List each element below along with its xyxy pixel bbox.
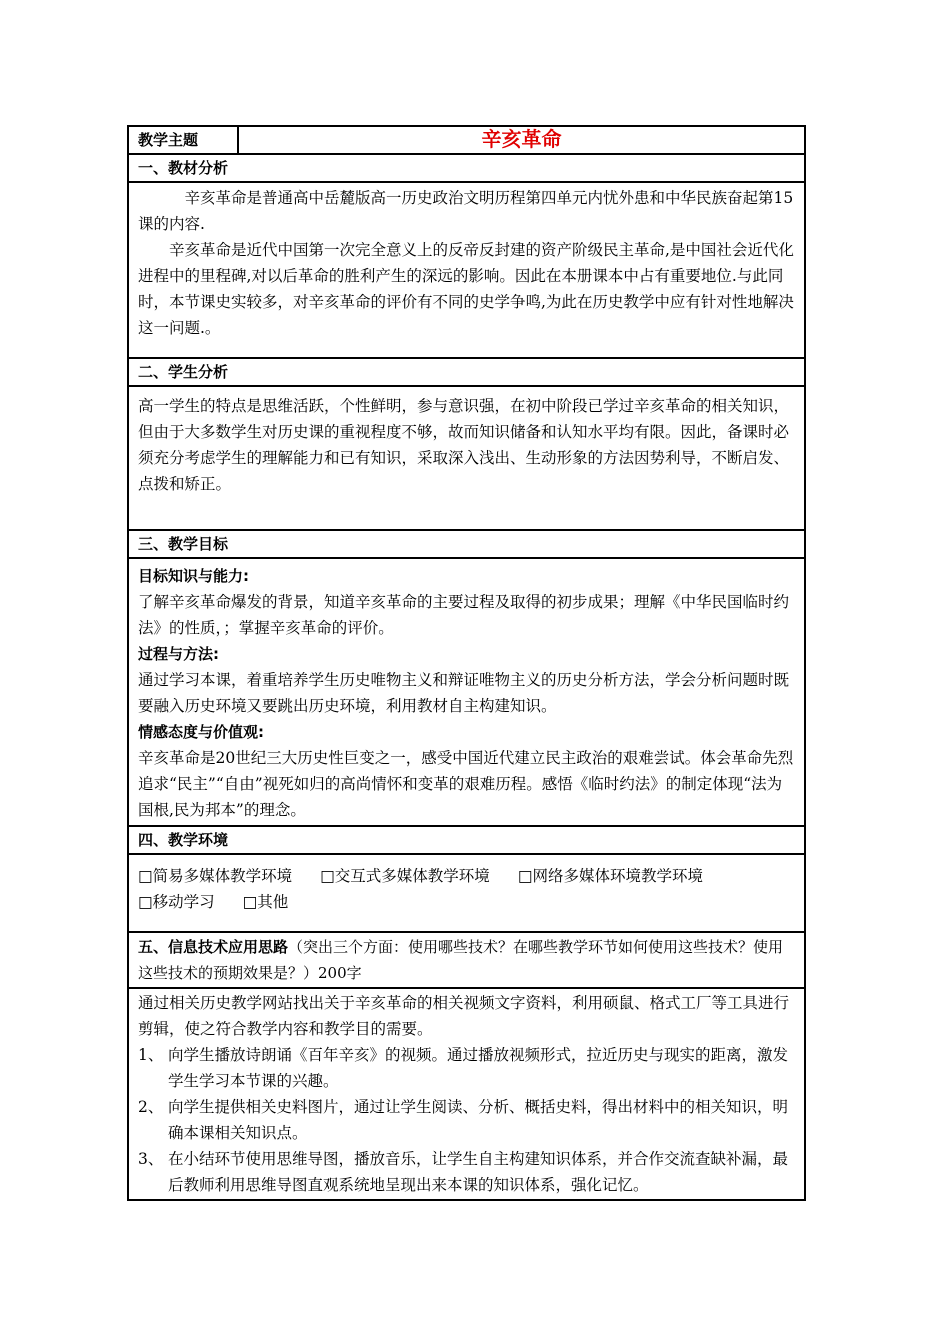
section-body-tech	[128, 988, 805, 1200]
tech-intro: 通过相关历史教学网站找出关于辛亥革命的相关视频文字资料，利用硕鼠、格式工厂等工具进行剪辑，使之符合教学内容和教学目的需要。	[138, 994, 790, 1038]
material-paragraph-1: 辛亥革命是普通高中岳麓版高一历史政治文明历程第四单元内忧外患和中华民族奋起第15课的内容.	[138, 189, 794, 233]
tech-list-item	[138, 1042, 795, 1094]
objective-method-text: 通过学习本课，着重培养学生历史唯物主义和辩证唯物主义的历史分析方法，学会分析问题时既要融入历史环境又要跳出历史环境，利用教材自主构建知识。	[138, 671, 790, 715]
section-heading-objectives: 三、教学目标	[128, 530, 805, 558]
material-paragraph-2: 辛亥革命是近代中国第一次完全意义上的反帝反封建的资产阶级民主革命,是中国社会近代化进程中的里程碑,对以后革命的胜利产生的深远的影响。因此在本册课本中占有重要地位.与此同时，本节课史实较多，对辛亥革命的评价有不同的史学争鸣,为此在历史教学中应有针对性地解决这一问题.。	[138, 241, 794, 337]
theme-label: 教学主题	[128, 126, 238, 154]
env-option-other[interactable]: □其他	[242, 893, 289, 911]
section-body-material	[128, 182, 805, 358]
objective-knowledge-label: 目标知识与能力:	[138, 567, 249, 585]
env-option-mobile-learning[interactable]: □移动学习	[138, 893, 215, 911]
lesson-plan-document	[127, 125, 806, 1201]
tech-list-item	[138, 1094, 795, 1146]
section-heading-material: 一、教材分析	[128, 154, 805, 182]
section-body-students	[128, 386, 805, 530]
env-option-simple-multimedia[interactable]: □简易多媒体教学环境	[138, 867, 293, 885]
tech-list-text: 在小结环节使用思维导图，播放音乐，让学生自主构建知识体系，并合作交流查缺补漏，最后教师利用思维导图直观系统地呈现出来本课的知识体系，强化记忆。	[168, 1150, 789, 1194]
section-heading-students: 二、学生分析	[128, 358, 805, 386]
tech-list-number: 3、	[138, 1150, 164, 1168]
tech-list-text: 向学生提供相关史料图片，通过让学生阅读、分析、概括史料，得出材料中的相关知识，明确本课相关知识点。	[168, 1098, 789, 1142]
section-body-environment	[128, 854, 805, 932]
lesson-plan-table	[127, 125, 806, 1201]
students-paragraph: 高一学生的特点是思维活跃，个性鲜明，参与意识强，在初中阶段已学过辛亥革命的相关知识，但由于大多数学生对历史课的重视程度不够，故而知识储备和认知水平均有限。因此，备课时必须充分考虑学生的理解能力和已有知识，采取深入浅出、生动形象的方法因势利导，不断启发、点拨和矫正。	[138, 397, 790, 493]
environment-options	[138, 863, 795, 915]
objective-method-label: 过程与方法:	[138, 645, 219, 663]
theme-row	[128, 126, 805, 154]
lesson-title: 辛亥革命	[238, 126, 805, 154]
objective-emotion-label: 情感态度与价值观:	[138, 723, 264, 741]
tech-list-text: 向学生播放诗朗诵《百年辛亥》的视频。通过播放视频形式，拉近历史与现实的距离，激发学生学习本节课的兴趣。	[168, 1046, 789, 1090]
tech-list-number: 1、	[138, 1046, 164, 1064]
section-body-objectives	[128, 558, 805, 826]
env-option-interactive-multimedia[interactable]: □交互式多媒体教学环境	[320, 867, 490, 885]
section-heading-tech-note: （突出三个方面：使用哪些技术？在哪些教学环节如何使用这些技术？使用这些技术的预期效果是？）200字	[138, 938, 784, 982]
objective-knowledge-text: 了解辛亥革命爆发的背景，知道辛亥革命的主要过程及取得的初步成果；理解《中华民国临时约法》的性质，；掌握辛亥革命的评价。	[138, 593, 790, 637]
objective-emotion-text: 辛亥革命是20世纪三大历史性巨变之一，感受中国近代建立民主政治的艰难尝试。体会革命先烈追求“民主”“自由”视死如归的高尚情怀和变革的艰难历程。感悟《临时约法》的制定体现“法为国根,民为邦本”的理念。	[138, 749, 794, 819]
tech-list-item	[138, 1146, 795, 1198]
section-heading-tech-row	[128, 932, 805, 988]
tech-list-number: 2、	[138, 1098, 164, 1116]
env-option-network-multimedia[interactable]: □网络多媒体环境教学环境	[517, 867, 703, 885]
section-heading-environment: 四、教学环境	[128, 826, 805, 854]
section-heading-tech: 五、信息技术应用思路	[138, 938, 289, 956]
